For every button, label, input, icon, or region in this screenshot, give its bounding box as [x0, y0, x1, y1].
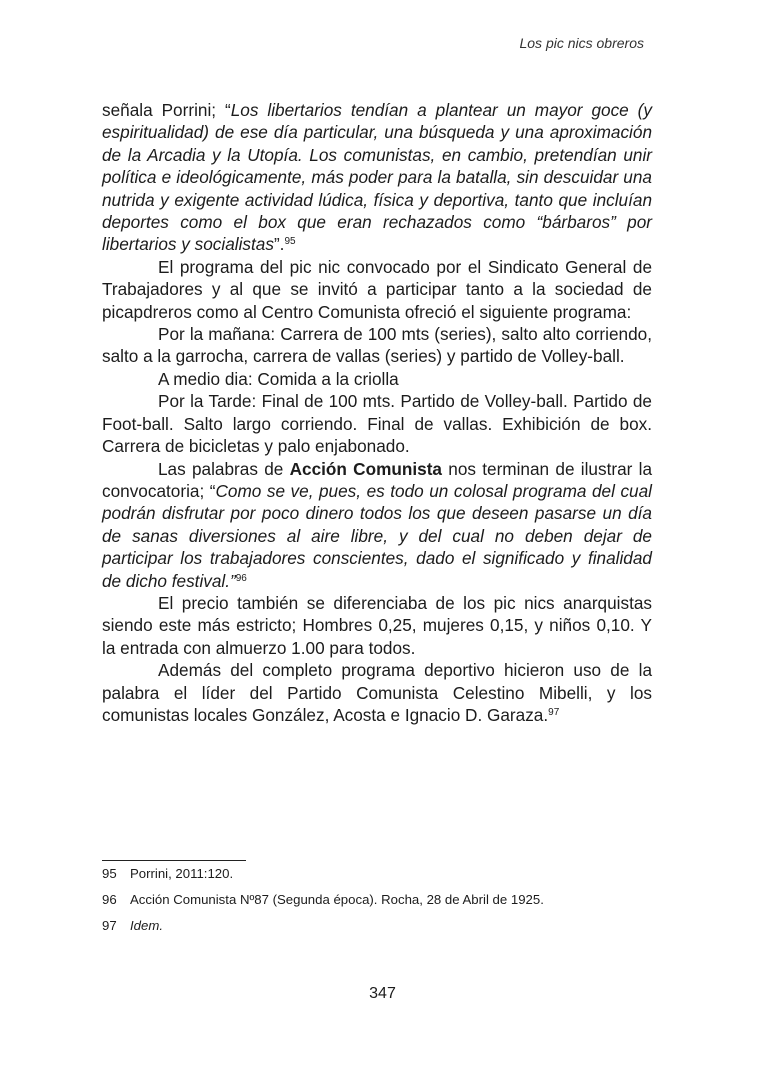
paragraph-2: El programa del pic nic convocado por el Sindicato General de Trabajadores y al que se invitó a participar tanto a la sociedad de picapdreros como al Centro Comunista ofreció el siguiente programa:	[102, 256, 652, 322]
porrini-quote: Los libertarios tendían a plantear un mayor goce (y espiritualidad) de ese día particular, una búsqueda y una aproximación de la Arcadia y la Utopía. Los comunistas, en cambio, pretendían unir política e ideológicamente, más poder para la batalla, sin descuidar una nutrida y exigente actividad lúdica, física y deportiva, tanto que incluían deportes como el box que eran rechazados como “bárbaros” por libertarios y socialistas	[102, 100, 652, 255]
paragraph-6-middle: nos terminan de ilustrar la convocatoria; “	[102, 458, 652, 501]
paragraph-6-intro: Las palabras de	[158, 458, 290, 479]
paragraph-program-noon: A medio dia: Comida a la criolla	[158, 368, 399, 389]
paragraph-1	[102, 99, 652, 256]
body-text	[102, 99, 652, 726]
footnote-number: 97	[102, 918, 117, 933]
footnote-text: Idem.	[130, 918, 163, 933]
paragraph-8-text: Además del completo programa deportivo hicieron uso de la palabra el líder del Partido Comunista Celestino Mibelli, y los comunistas locales González, Acosta e Ignacio D. Garaza.	[102, 660, 652, 725]
paragraph-1-intro: señala Porrini; “	[102, 100, 231, 120]
paragraph-8	[102, 659, 652, 726]
footnote-text: Porrini, 2011:120.	[130, 866, 234, 881]
paragraph-6	[102, 458, 652, 592]
running-header: Los pic nics obreros	[519, 35, 644, 51]
accion-comunista-name: Acción Comunista	[289, 458, 442, 479]
footnote-number: 95	[102, 866, 117, 881]
accion-comunista-quote: Como se ve, pues, es todo un colosal programa del cual podrán disfrutar por poco dinero todos los que deseen pasarse un día de sanas diversiones al aire libre, y del cual no deben dejar de participar los trabajadores conscientes, dado el significado y finalidad de dicho festival.”	[102, 480, 652, 591]
footnote-ref-97[interactable]: 97	[548, 706, 560, 718]
footnote-text: Acción Comunista Nº87 (Segunda época). Rocha, 28 de Abril de 1925.	[130, 892, 544, 907]
footnote-divider	[102, 860, 246, 861]
footnote-number: 96	[102, 892, 117, 907]
paragraph-program-morning: Por la mañana: Carrera de 100 mts (series), salto alto corriendo, salto a la garrocha, carrera de vallas (series) y partido de Volley-ball.	[102, 324, 652, 367]
paragraph-7: El precio también se diferenciaba de los pic nics anarquistas siendo este más estricto; Hombres 0,25, mujeres 0,15, y niños 0,10. Y la entrada con almuerzo 1.00 para todos.	[102, 592, 652, 658]
paragraph-1-close: ”.	[273, 234, 285, 255]
footnotes	[102, 865, 662, 943]
footnote-ref-96[interactable]: 96	[235, 572, 247, 584]
paragraph-program-afternoon: Por la Tarde: Final de 100 mts. Partido de Volley-ball. Partido de Foot-ball. Salto largo corriendo. Final de vallas. Exhibición de box. Carrera de bicicletas y palo enjabonado.	[102, 391, 652, 457]
page-number: 347	[369, 985, 396, 1002]
footnote-95	[102, 865, 662, 883]
footnote-96	[102, 891, 662, 909]
footnote-ref-95[interactable]: 95	[284, 236, 296, 248]
footnote-97	[102, 917, 662, 935]
